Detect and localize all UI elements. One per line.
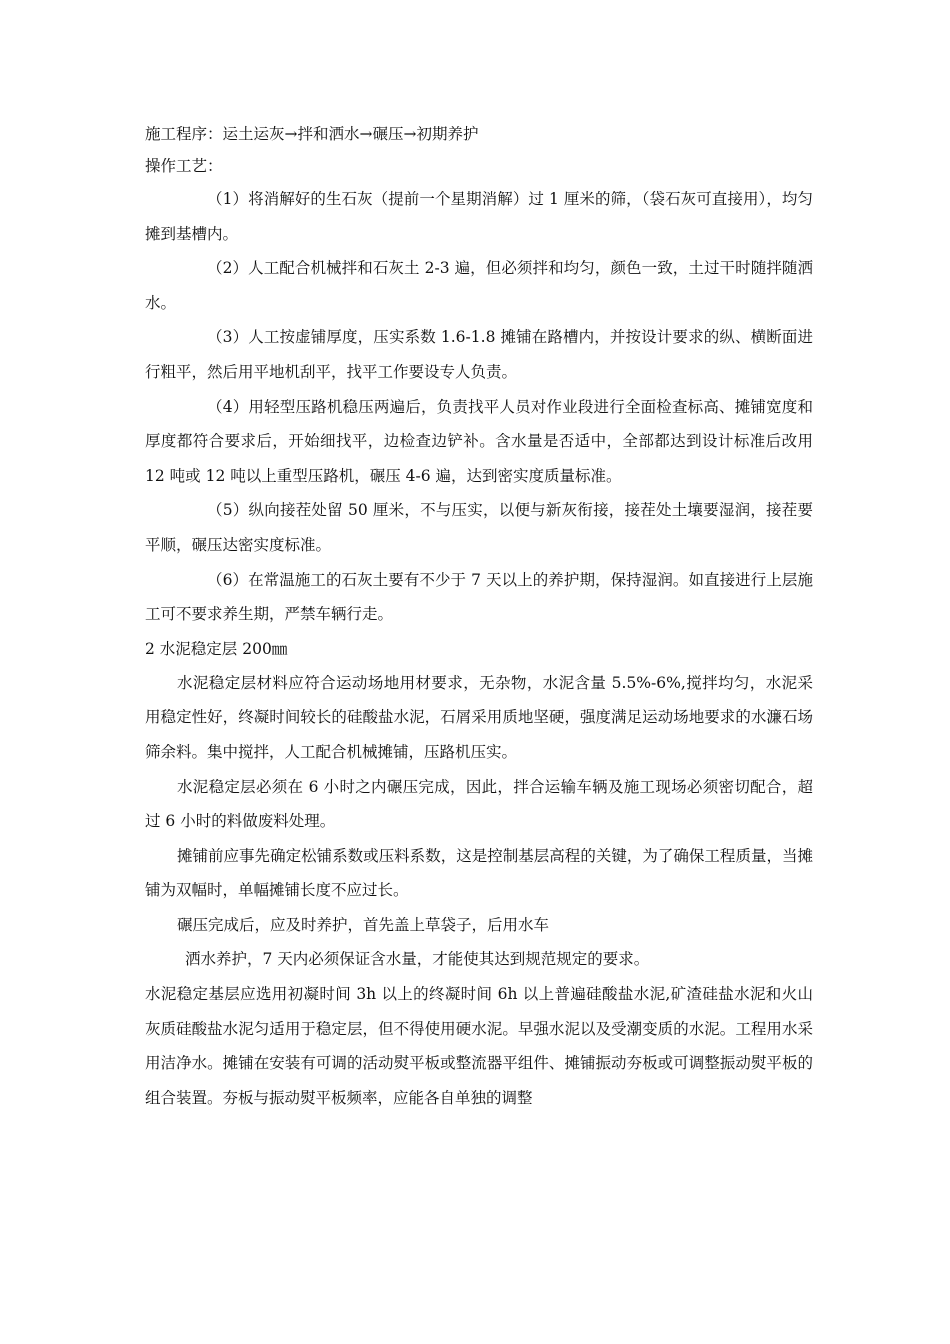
step-2: （2）人工配合机械拌和石灰土 2-3 遍，但必须拌和均匀，颜色一致，土过干时随拌随洒水。 — [145, 259, 813, 312]
document-body — [145, 118, 813, 1115]
procedure-line: 施工程序：运土运灰→拌和洒水→碾压→初期养护 — [145, 125, 479, 143]
step-1: （1）将消解好的生石灰（提前一个星期消解）过 1 厘米的筛，（袋石灰可直接用），均匀摊到基槽内。 — [145, 190, 813, 243]
process-heading: 操作工艺： — [145, 157, 223, 175]
step-3: （3）人工按虚铺厚度，压实系数 1.6-1.8 摊铺在路槽内，并按设计要求的纵、横断面进行粗平，然后用平地机刮平，找平工作要设专人负责。 — [145, 328, 813, 381]
section-2-indented-line: 洒水养护，7 天内必须保证含水量，才能使其达到规范规定的要求。 — [185, 950, 650, 969]
section-2-paragraph-2: 水泥稳定层必须在 6 小时之内碾压完成，因此，拌合运输车辆及施工现场必须密切配合，超过 6 小时的料做废料处理。 — [145, 777, 813, 831]
step-4: （4）用轻型压路机稳压两遍后，负责找平人员对作业段进行全面检查标高、摊铺宽度和厚度都符合要求后，开始细找平，边检查边铲补。含水量是否适中，全部都达到设计标准后改用 12 吨或 12 吨以上重型压路机，碾压 4-6 遍，达到密实度质量标准。 — [145, 397, 813, 485]
section-2-paragraph-1: 水泥稳定层材料应符合运动场地用材要求，无杂物，水泥含量 5.5%-6%,搅拌均匀，水泥采用稳定性好，终凝时间较长的硅酸盐水泥，石屑采用质地坚硬，强度满足运动场地要求的水濂石场筛余料。集中搅拌，人工配合机械摊铺，压路机压实。 — [145, 673, 813, 761]
section-2-paragraph-3: 摊铺前应事先确定松铺系数或压料系数，这是控制基层高程的关键，为了确保工程质量，当摊铺为双幅时，单幅摊铺长度不应过长。 — [145, 846, 813, 900]
final-paragraph: 水泥稳定基层应选用初凝时间 3h 以上的终凝时间 6h 以上普遍硅酸盐水泥,矿渣硅盐水泥和火山灰质硅酸盐水泥匀适用于稳定层，但不得使用硬水泥。早强水泥以及受潮变质的水泥。工程用水采用洁净水。摊铺在安装有可调的活动熨平板或整流器平组件、摊铺振动夯板或可调整振动熨平板的组合装置。夯板与振动熨平板频率，应能各自单独的调整 — [145, 985, 813, 1107]
step-6: （6）在常温施工的石灰土要有不少于 7 天以上的养护期，保持湿润。如直接进行上层施工可不要求养生期，严禁车辆行走。 — [145, 570, 813, 624]
section-2-title: 2 水泥稳定层 200㎜ — [145, 639, 288, 658]
section-2-paragraph-4: 碾压完成后，应及时养护，首先盖上草袋子，后用水车 — [177, 915, 550, 934]
step-5: （5）纵向接茬处留 50 厘米，不与压实，以便与新灰衔接，接茬处土壤要湿润，接茬要平顺，碾压达密实度标准。 — [145, 501, 813, 554]
